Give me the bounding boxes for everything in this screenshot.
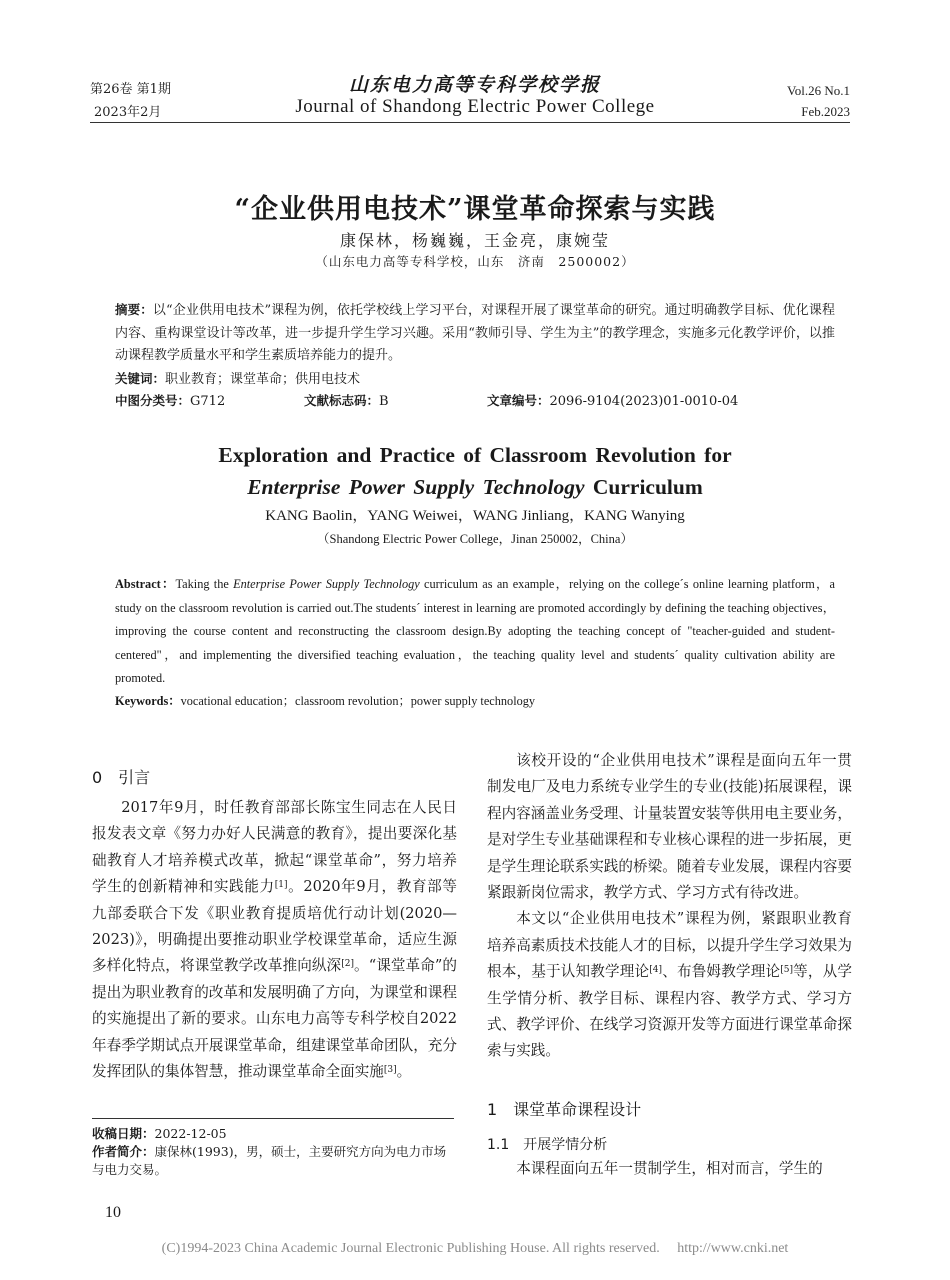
footnote bbox=[92, 1125, 457, 1179]
ref-3: [3] bbox=[383, 1065, 397, 1076]
ref-2: [2] bbox=[341, 959, 354, 970]
footnote-rule bbox=[92, 1118, 454, 1119]
article-title-cn: “企业供用电技术”课堂革命探索与实践 bbox=[234, 194, 716, 225]
title-en-line1: Exploration and Practice of Classroom Revolution for bbox=[218, 443, 732, 467]
volume-label: Vol.26 No.1 bbox=[787, 83, 850, 98]
abstract-cn bbox=[115, 299, 835, 368]
ref-4: [4] bbox=[649, 965, 663, 976]
abstract-en-label: Abstract： bbox=[115, 577, 176, 591]
right-column-body bbox=[487, 748, 852, 1065]
keywords-en-text: vocational education；classroom revolution；power supply technology bbox=[180, 694, 536, 708]
clc-number: 中图分类号：G712 bbox=[115, 393, 226, 409]
section-1-1-heading: 1.1 开展学情分析 bbox=[487, 1137, 608, 1153]
section-0-heading: 0 引言 bbox=[92, 768, 151, 787]
issue-date: 2023年2月 bbox=[94, 105, 162, 120]
section-1-heading: 1 课堂革命课程设计 bbox=[487, 1100, 642, 1119]
title-en-rest: Curriculum bbox=[584, 475, 703, 499]
article-title-en bbox=[0, 439, 950, 503]
abstract-cn-label: 摘要： bbox=[115, 302, 153, 317]
intro-paragraph: 2017年9月，时任教育部部长陈宝生同志在人民日报发表文章《努力办好人民满意的教育》，提出要深化基础教育人才培养模式改革，掀起“课堂革命”，努力培养学生的创新精神和实践能力[1]。2020年9月，教育部等九部委联合下发《职业教育提质培优行动计划(2020—2023)》，明确提出要推动职业学校课堂革命，适应生源多样化特点，将课堂教学改革推向纵深[2]。“课堂革命”的提出为职业教育的改革和发展明确了方向，为课堂和课程的实施提出了新的要求。山东电力高等专科学校自2022年春季学期试点开展课堂革命，组建课堂革命团队，充分发挥团队的集体智慧，推动课堂革命全面实施[3]。 bbox=[92, 799, 457, 1081]
left-column-body bbox=[92, 795, 457, 1085]
journal-title-en: Journal of Shandong Electric Power College bbox=[295, 96, 655, 117]
keywords-cn-label: 关键词： bbox=[115, 371, 166, 386]
abstract-en: Abstract：Taking the Enterprise Power Supply Technology curriculum as an example，relying on the college´s online learning platform，a study on the classroom revolution is carried out.The students´ interest in learning are promoted accordingly by defining the teaching objectives，improving the course content and reconstructing the classroom design.By adopting the teaching concept of "teacher-guided and student-centered"，and implementing the diversified teaching evaluation，the teaching quality level and students´ quality cultivation ability are promoted. bbox=[115, 577, 835, 685]
title-en-italic: Enterprise Power Supply Technology bbox=[247, 475, 585, 499]
ref-5: [5] bbox=[780, 965, 793, 976]
keywords-en-label: Keywords： bbox=[115, 694, 181, 708]
copyright-notice: (C)1994-2023 China Academic Journal Electronic Publishing House. All rights reserved. http://www.cnki.net bbox=[161, 1241, 789, 1256]
journal-title-cn: 山东电力高等专科学校学报 bbox=[348, 74, 601, 96]
issue-label: 第26卷 第1期 bbox=[90, 82, 171, 97]
ref-1: [1] bbox=[274, 880, 288, 891]
authors-en: KANG Baolin，YANG Weiwei，WANG Jinliang，KANG Wanying bbox=[265, 508, 685, 524]
course-paragraph: 该校开设的“企业供用电技术”课程是面向五年一贯制发电厂及电力系统专业学生的专业(技能)拓展课程，课程内容涵盖业务受理、计量装置安装等供用电主要业务，是对学生专业基础课程和专业核心课程的进一步拓展，更是学生理论联系实践的桥梁。随着专业发展，课程内容要紧跟新岗位需求，教学方式、学习方式有待改进。 bbox=[487, 752, 852, 902]
article-number: 文章编号：2096-9104(2023)01-0010-04 bbox=[487, 393, 739, 409]
affiliation-en: （Shandong Electric Power College，Jinan 250002，China） bbox=[317, 532, 633, 546]
abstract-cn-text: 以“企业供用电技术”课程为例，依托学校线上学习平台，对课程开展了课堂革命的研究。通过明确教学目标、优化课程内容、重构课堂设计等改革，进一步提升学生学习兴趣。采用“教师引导、学生为主”的教学理念，实施多元化教学评价，以推动课程教学质量水平和学生素质培养能力的提升。 bbox=[115, 303, 835, 363]
approach-paragraph: 本文以“企业供用电技术”课程为例，紧跟职业教育培养高素质技术技能人才的目标，以提升学生学习效果为根本，基于认知教学理论[4]、布鲁姆教学理论[5]等，从学生学情分析、教学目标、课程内容、教学方式、学习方式、教学评价、在线学习资源开发等方面进行课堂革命探索与实践。 bbox=[487, 910, 852, 1060]
received-date: 收稿日期：2022-12-05 bbox=[92, 1126, 227, 1141]
page-number: 10 bbox=[105, 1204, 121, 1221]
volume-date: Feb.2023 bbox=[801, 104, 850, 119]
affiliation-cn: （山东电力高等专科学校，山东 济南 2500002） bbox=[315, 254, 635, 269]
header-rule bbox=[90, 122, 850, 123]
authors-cn: 康保林，杨巍巍，王金亮，康婉莹 bbox=[339, 231, 610, 250]
document-code: 文献标志码：B bbox=[304, 393, 389, 409]
keywords-en bbox=[115, 690, 835, 714]
keywords-cn bbox=[115, 368, 835, 392]
keywords-cn-text: 职业教育；课堂革命；供用电技术 bbox=[165, 372, 361, 387]
author-bio: 作者简介：康保林(1993)，男，硕士，主要研究方向为电力市场与电力交易。 bbox=[92, 1144, 447, 1177]
learner-analysis-text: 本课程面向五年一贯制学生，相对而言，学生的 bbox=[516, 1160, 823, 1177]
